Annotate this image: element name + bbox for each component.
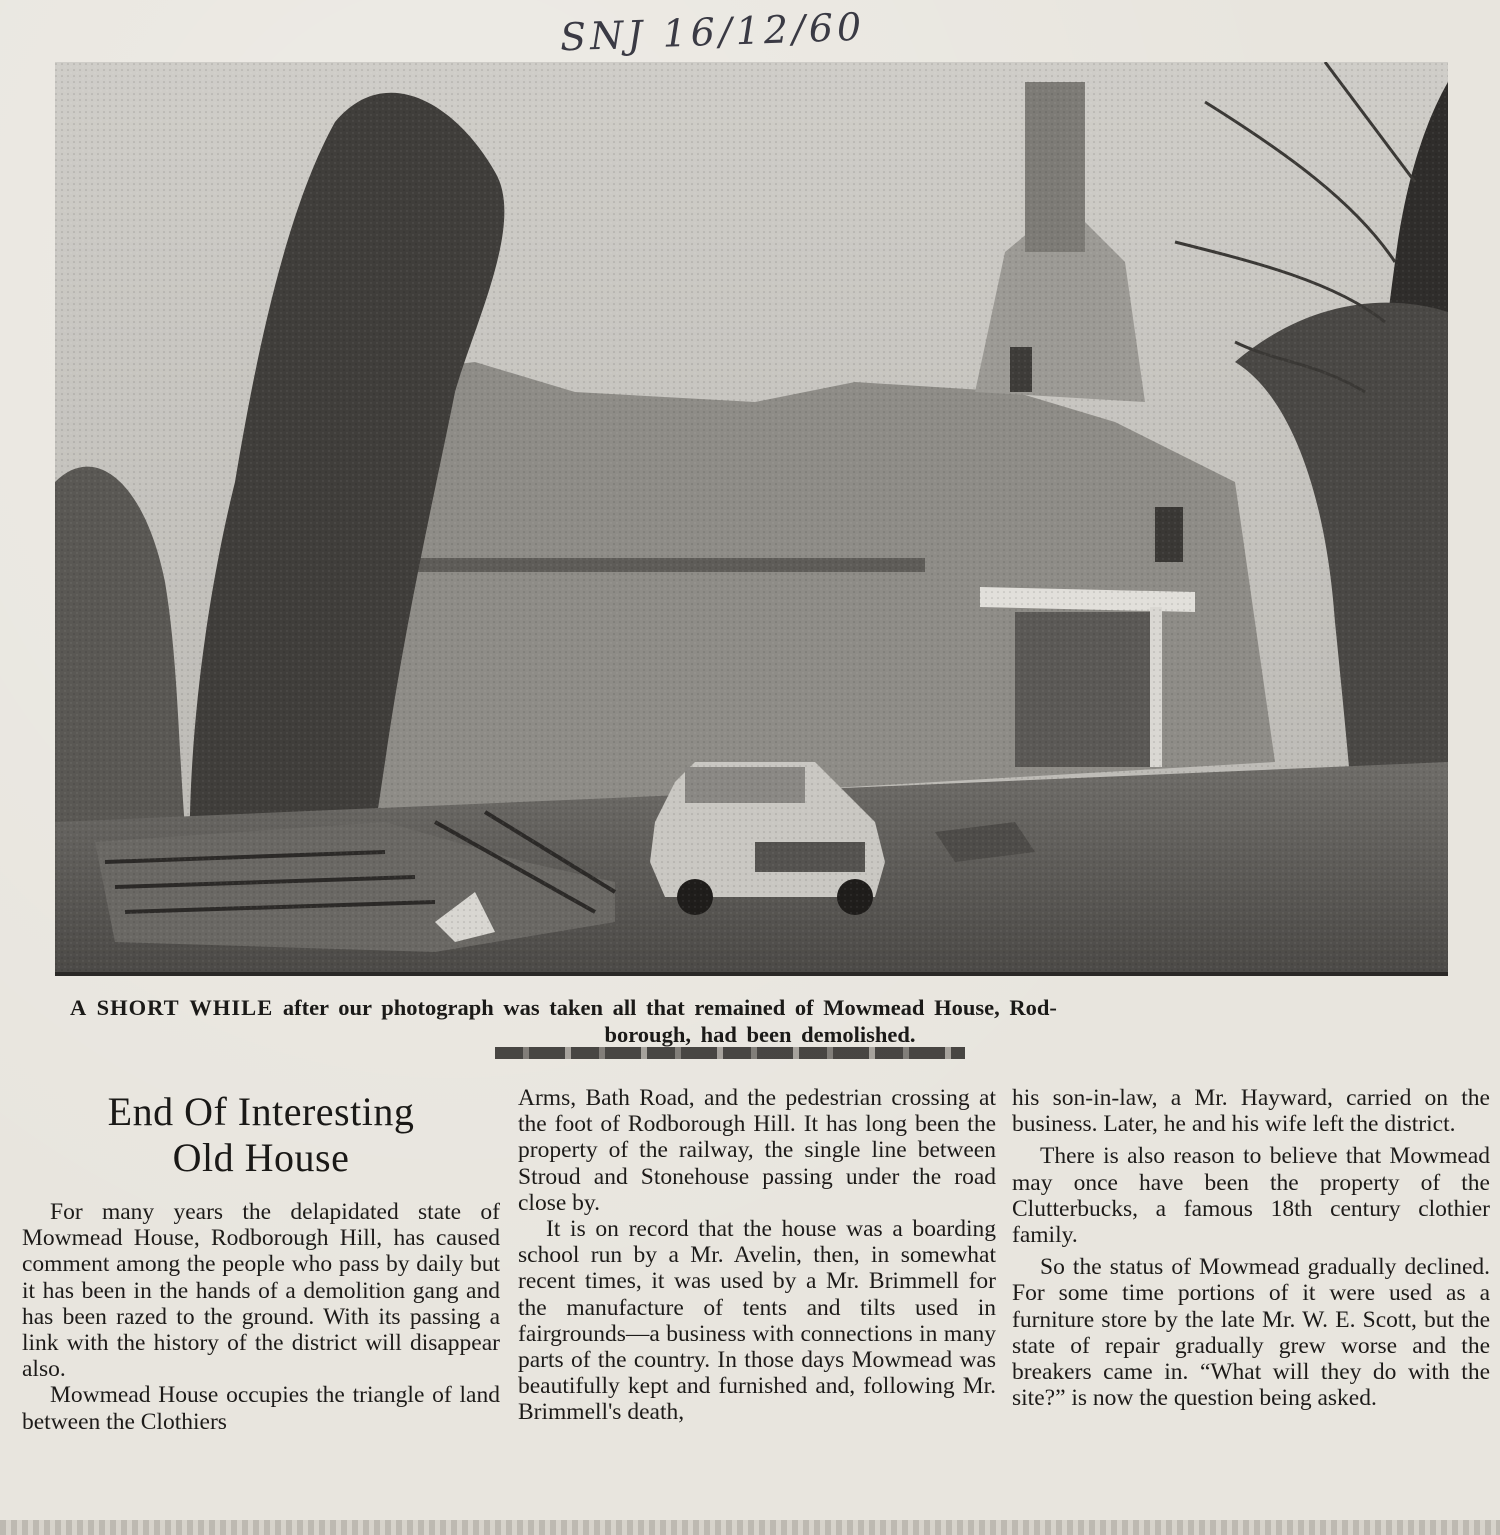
caption-text-line2: borough, had been demolished.	[604, 1022, 916, 1047]
handwritten-date: SNJ 16/12/60	[559, 4, 866, 60]
paragraph: Mowmead House occupies the triangle of land between the Clothiers	[22, 1382, 500, 1435]
photograph-icon	[55, 62, 1448, 972]
demolition-photograph	[55, 62, 1448, 976]
caption-lead: A SHORT WHILE	[70, 995, 274, 1020]
article-column-2	[518, 1085, 996, 1426]
paragraph: So the status of Mowmead gradually declined. For some time portions of it were used as a furniture store by the late Mr. W. E. Scott, but the state of repair gradually grew worse and the breakers came in. “What will they do with the site?” is now the question being asked.	[1012, 1254, 1490, 1412]
torn-bottom-edge	[0, 1520, 1500, 1535]
article	[22, 1085, 1494, 1505]
paragraph: his son-in-law, a Mr. Hayward, carried on the business. Later, he and his wife left the district.	[1012, 1085, 1490, 1138]
caption-text: after our photograph was taken all that remained of Mowmead House, Rod-	[282, 995, 1057, 1020]
photo-caption	[70, 994, 1450, 1048]
film-grain	[55, 62, 1448, 972]
article-column-1	[22, 1085, 500, 1435]
paragraph: There is also reason to believe that Mowmead may once have been the property of the Clutterbucks, a famous 18th century clothier family.	[1012, 1143, 1490, 1249]
paragraph: For many years the delapidated state of Mowmead House, Rodborough Hill, has caused comment among the people who pass by daily but it has been in the hands of a demolition gang and has been razed to the ground. With its passing a link with the history of the district will disappear also.	[22, 1199, 500, 1383]
headline-line-2: Old House	[172, 1135, 350, 1180]
article-headline	[22, 1089, 500, 1181]
article-column-3	[1012, 1085, 1490, 1411]
paragraph: It is on record that the house was a boarding school run by a Mr. Avelin, then, in somewhat recent times, it was used by a Mr. Brimmell for the manufacture of tents and tilts used in fairgrounds—a business with connections in many parts of the country. In those days Mowmead was beautifully kept and furnished and, following Mr. Brimmell's death,	[518, 1216, 996, 1426]
paragraph: Arms, Bath Road, and the pedestrian crossing at the foot of Rodborough Hill. It has long been the property of the railway, the single line between Stroud and Stonehouse passing under the road close by.	[518, 1085, 996, 1216]
headline-line-1: End Of Interesting	[107, 1089, 415, 1134]
print-smudge	[495, 1047, 965, 1059]
